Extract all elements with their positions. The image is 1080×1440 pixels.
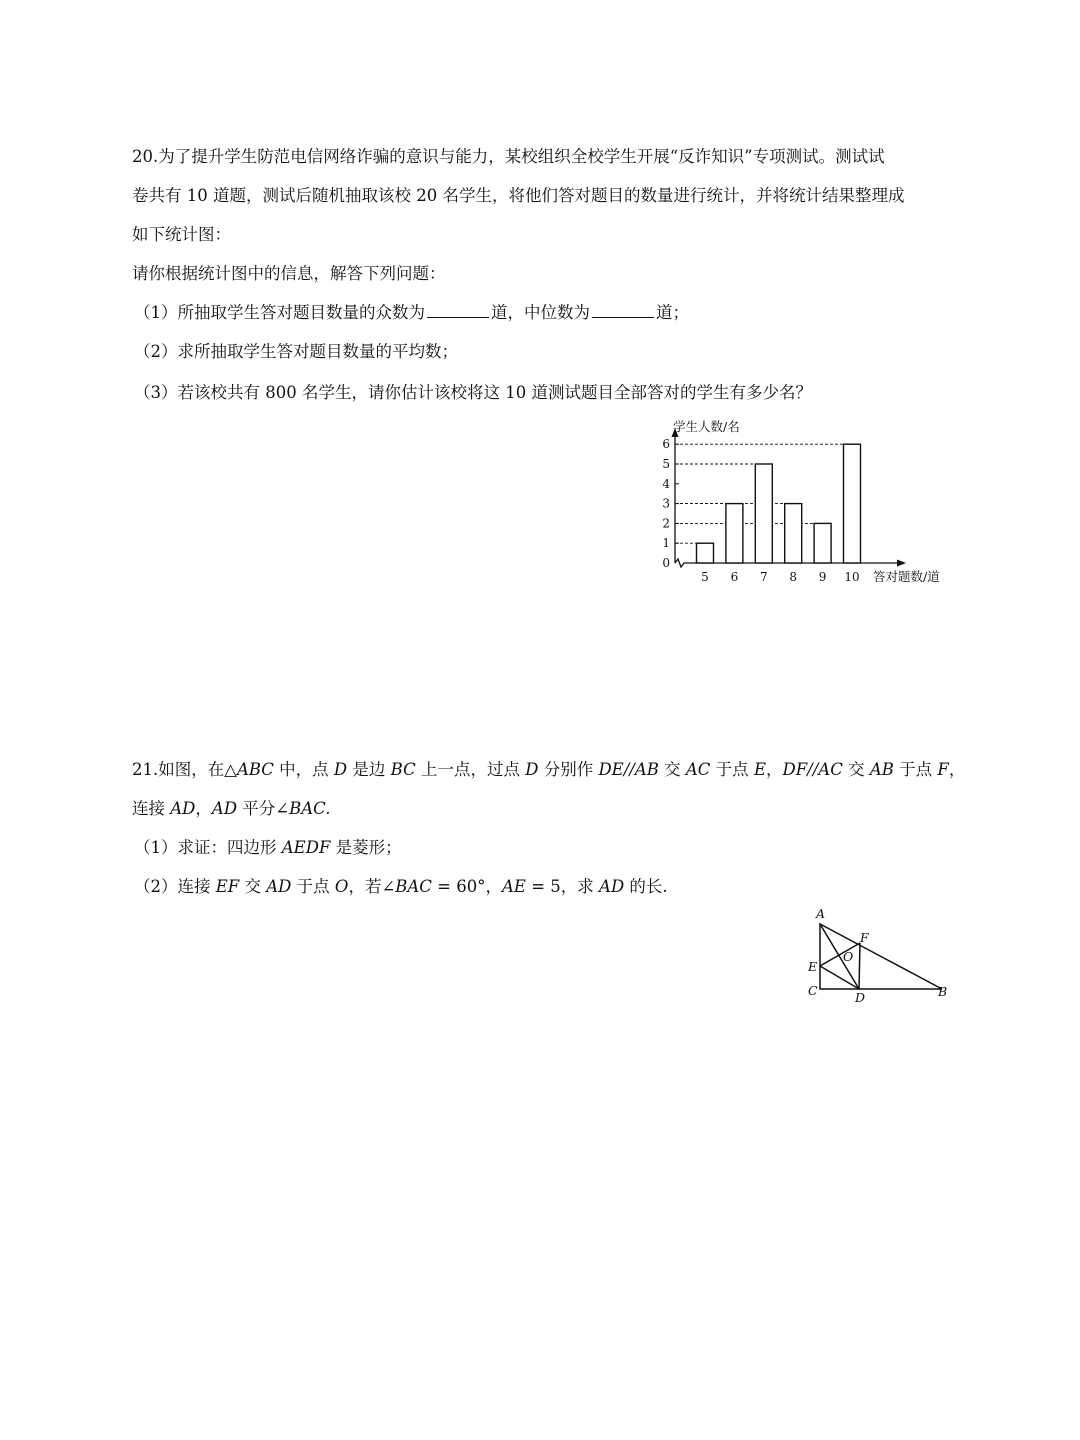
q21-text: BC	[390, 760, 416, 779]
label-e: E	[808, 959, 818, 974]
label-d: D	[855, 990, 866, 1005]
bar	[814, 523, 831, 563]
q21-text: 交	[239, 877, 267, 896]
q21-text: O	[334, 877, 349, 896]
q21-text: AD	[211, 799, 238, 818]
q21-part-1	[134, 837, 402, 859]
q21-text: AD	[266, 877, 292, 896]
q21-text: 于点	[893, 760, 938, 779]
q21-text: F	[937, 760, 949, 779]
q21-text: 分别作	[538, 760, 599, 779]
segment-ef	[820, 943, 860, 966]
q21-text: 中，点	[273, 760, 334, 779]
bar	[844, 444, 861, 563]
q21-text: 的长.	[624, 877, 668, 896]
q20-part-1-text-a: （1）所抽取学生答对题目数量的众数为	[134, 303, 425, 322]
q21-text: （1）求证：四边形	[134, 838, 282, 857]
x-tick-label: 6	[730, 570, 739, 584]
q20-line-3: 如下统计图：	[132, 225, 231, 244]
x-axis-arrow	[897, 560, 906, 567]
q21-text: 平分∠	[237, 799, 290, 818]
q21-text: AC	[685, 760, 711, 779]
label-a: A	[816, 906, 826, 921]
x-tick-label: 9	[818, 570, 827, 584]
q21-text: = 5，求	[525, 877, 600, 896]
y-tick-label: 4	[662, 476, 670, 491]
bar-chart	[640, 412, 960, 592]
q21-text: 21.如图，在△	[132, 760, 237, 779]
q21-text: 连接	[132, 799, 171, 818]
q21-text: = 60°，	[431, 877, 502, 896]
q21-text: DE//AB	[598, 760, 659, 779]
bar	[697, 543, 714, 563]
bar	[755, 464, 772, 563]
answer-blank-median[interactable]	[592, 302, 654, 318]
x-tick-label: 10	[844, 570, 860, 584]
q21-text: 于点	[291, 877, 335, 896]
q20-part-1	[134, 302, 689, 324]
triangle-abc	[820, 924, 942, 989]
q21-text: 于点	[710, 760, 754, 779]
q21-text: AD	[170, 799, 196, 818]
q20-part-1-text-c: 道；	[656, 303, 689, 322]
q21-text: ，	[765, 760, 783, 779]
x-tick-label: 8	[789, 570, 798, 584]
bar	[726, 504, 743, 563]
q20-line-1: 20.为了提升学生防范电信网络诈骗的意识与能力，某校组织全校学生开展“反诈知识”专项测试。测试试	[132, 147, 885, 166]
q21-text: BAC.	[289, 799, 331, 818]
q21-text: ，	[195, 799, 212, 818]
bar	[785, 504, 802, 563]
geometry-figure	[800, 905, 960, 1010]
q20-part-3: （3）若该校共有 800 名学生，请你估计该校将这 10 道测试题目全部答对的学生有多少名？	[134, 383, 812, 402]
label-b: B	[938, 984, 948, 999]
x-tick-label: 5	[701, 570, 709, 584]
answer-blank-mode[interactable]	[427, 302, 489, 318]
y-tick-label: 5	[662, 457, 670, 471]
y-axis-title: 学生人数/名	[673, 419, 740, 434]
q21-text: BAC	[395, 877, 432, 896]
q21-text: D	[525, 760, 539, 779]
x-tick-label: 7	[759, 570, 768, 584]
label-f: F	[860, 930, 869, 945]
q21-text: ABC	[236, 760, 274, 779]
label-c: C	[808, 983, 818, 998]
q21-text: 上一点，过点	[415, 760, 526, 779]
q20-instruction: 请你根据统计图中的信息，解答下列问题：	[132, 264, 446, 283]
q21-part-2	[134, 876, 668, 898]
q21-line-2	[132, 798, 330, 820]
q20-line-2: 卷共有 10 道题，测试后随机抽取该校 20 名学生，将他们答对题目的数量进行统计，并将统计结果整理成	[132, 186, 905, 205]
q21-text: DF//AC	[782, 760, 843, 779]
q21-text: ，	[948, 760, 966, 779]
q21-text: 交	[658, 760, 686, 779]
x-axis-title: 答对题数/道	[873, 569, 940, 584]
q21-text: E	[753, 760, 766, 779]
q21-text: ，若∠	[348, 877, 396, 896]
q21-text: AE	[502, 877, 526, 896]
q21-text: （2）连接	[134, 877, 216, 896]
label-o: O	[843, 949, 854, 964]
q21-text: AEDF	[281, 838, 331, 857]
q21-text: D	[333, 760, 348, 779]
q21-text: AB	[869, 760, 894, 779]
y-tick-label: 0	[662, 556, 670, 570]
q21-line-1	[132, 759, 965, 781]
q20-part-2: （2）求所抽取学生答对题目数量的平均数；	[134, 342, 458, 361]
q21-text: 是边	[347, 760, 391, 779]
q21-text: 是菱形；	[330, 838, 402, 857]
q21-text: 交	[842, 760, 870, 779]
y-tick-label: 2	[662, 516, 670, 531]
y-tick-label: 1	[662, 536, 670, 551]
y-tick-label: 3	[662, 496, 670, 511]
y-tick-label: 6	[662, 437, 670, 452]
q21-text: AD	[599, 877, 625, 896]
q21-text: EF	[215, 877, 240, 896]
q20-part-1-text-b: 道，中位数为	[491, 303, 590, 322]
